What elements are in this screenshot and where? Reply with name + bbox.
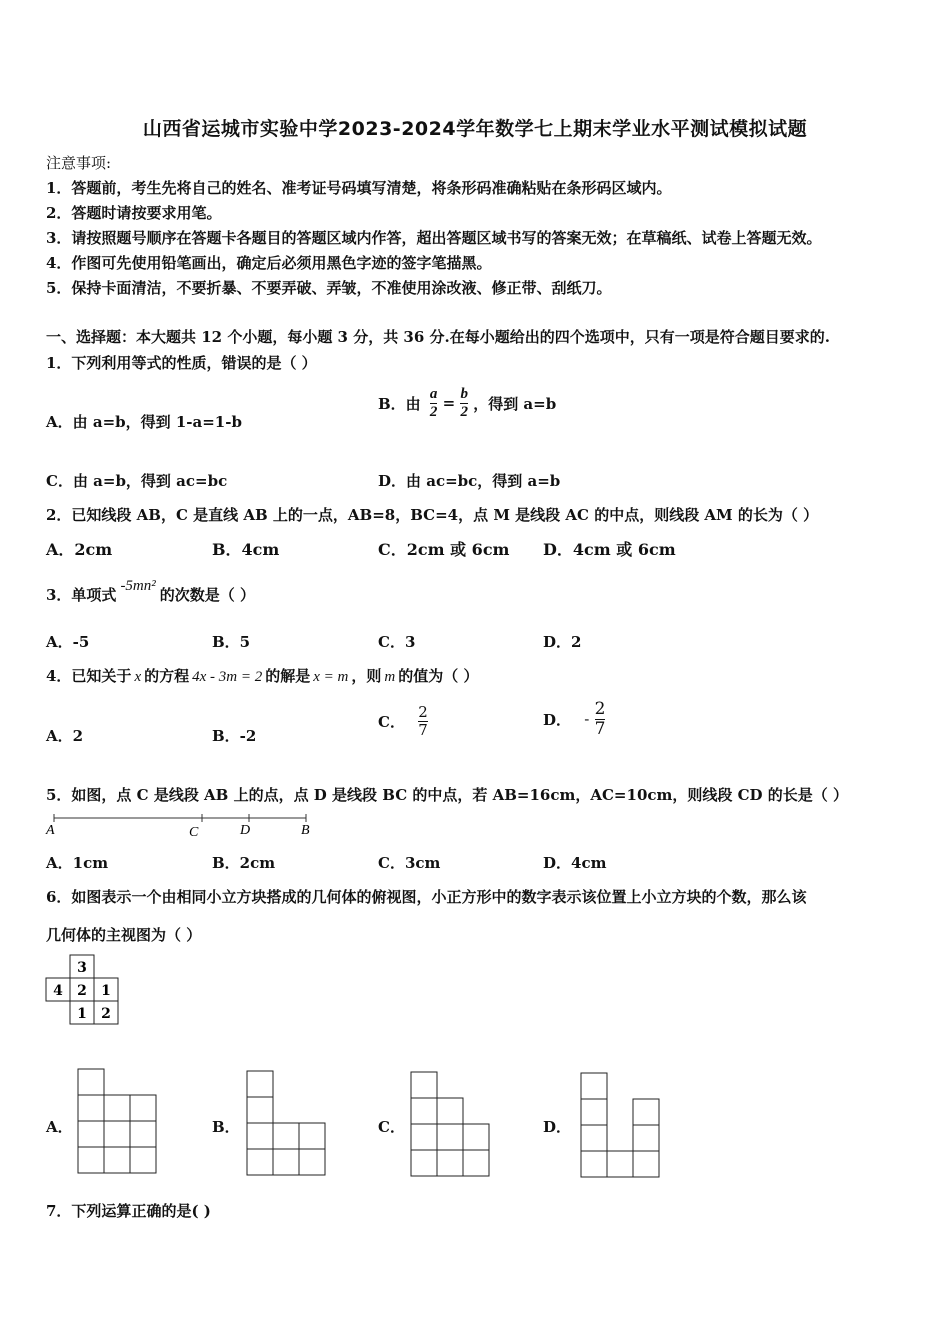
- q1-option-a: A．由 a=b，得到 1-a=1-b: [46, 413, 242, 431]
- q1-option-c: C．由 a=b，得到 ac=bc: [46, 472, 228, 490]
- grid-cell: 3: [77, 960, 87, 976]
- point-a-label: A: [46, 823, 55, 838]
- page-title: 山西省运城市实验中学2023-2024学年数学七上期末学业水平测试模拟试题: [142, 118, 808, 140]
- q4-stem: 4．已知关于 x 的方程 4x - 3m = 2 的解是 x = m ，则 m 的值为（ ）: [46, 667, 479, 685]
- q6-option-a-label: A．: [46, 1118, 73, 1136]
- q2-stem: 2．已知线段 AB，C 是直线 AB 上的一点，AB=8，BC=4，点 M 是线段 AC 的中点，则线段 AM 的长为（ ）: [46, 506, 819, 524]
- q7-stem: 7．下列运算正确的是( ): [46, 1202, 211, 1220]
- q5-option-a: A．1cm: [46, 854, 109, 872]
- q6-top-view-grid: [46, 954, 126, 1026]
- point-b-label: B: [301, 823, 310, 838]
- q2-option-a: A．2cm: [46, 540, 113, 559]
- grid-cell: 2: [77, 983, 87, 999]
- q1-option-b: B．由 $\frac{a}{2}$ = $\frac{b}{2}$ ，得到 a=b: [378, 386, 557, 420]
- q6-option-d-figure: [581, 1072, 663, 1180]
- grid-cell: 2: [101, 1006, 111, 1022]
- note-item: 1．答题前，考生先将自己的姓名、准考证号码填写清楚，将条形码准确粘贴在条形码区域内。: [46, 179, 672, 197]
- q2-option-d: D．4cm 或 6cm: [543, 540, 676, 559]
- q5-line-diagram: [44, 812, 324, 842]
- q5-stem: 5．如图，点 C 是线段 AB 上的点，点 D 是线段 BC 的中点，若 AB=16cm，AC=10cm，则线段 CD 的长是（ ）: [46, 786, 848, 804]
- notes-heading: 注意事项:: [46, 154, 112, 172]
- q5-option-c: C．3cm: [378, 854, 441, 872]
- note-item: 3．请按照题号顺序在答题卡各题目的答题区域内作答，超出答题区域书写的答案无效；在草稿纸、试卷上答题无效。: [46, 229, 822, 247]
- q1-stem: 1．下列利用等式的性质，错误的是（ ）: [46, 354, 317, 372]
- q6-option-d-label: D．: [543, 1118, 572, 1136]
- q3-option-c: C．3: [378, 633, 416, 651]
- q4-option-c: C． $\frac{2}{7}$: [378, 703, 428, 739]
- q5-option-d: D．4cm: [543, 854, 607, 872]
- q3-option-b: B．5: [212, 633, 251, 651]
- q4-option-d: D． - $\frac{2}{7}$: [543, 699, 606, 739]
- note-item: 2．答题时请按要求用笔。: [46, 204, 222, 222]
- q4-option-b: B．-2: [212, 727, 257, 745]
- q1-option-d: D．由 ac=bc，得到 a=b: [378, 472, 561, 490]
- q2-option-c: C．2cm 或 6cm: [378, 540, 510, 559]
- grid-cell: 4: [53, 983, 63, 999]
- q2-option-b: B．4cm: [212, 540, 280, 559]
- q3-option-a: A．-5: [46, 633, 90, 651]
- grid-cell: 1: [77, 1006, 87, 1022]
- point-d-label: D: [240, 823, 251, 838]
- q6-stem-line2: 几何体的主视图为（ ）: [46, 926, 202, 944]
- q6-stem-line1: 6．如图表示一个由相同小立方块搭成的几何体的俯视图，小正方形中的数字表示该位置上小立方块的个数，那么该: [46, 888, 807, 906]
- section-heading: 一、选择题：本大题共 12 个小题，每小题 3 分，共 36 分.在每小题给出的四个选项中，只有一项是符合题目要求的.: [46, 328, 830, 346]
- q6-option-b-label: B．: [212, 1118, 240, 1136]
- q6-option-b-figure: [247, 1070, 329, 1178]
- q3-option-d: D．2: [543, 633, 582, 651]
- q5-option-b: B．2cm: [212, 854, 276, 872]
- q6-option-c-label: C．: [378, 1118, 405, 1136]
- note-item: 5．保持卡面清洁，不要折暴、不要弄破、弄皱，不准使用涂改液、修正带、刮纸刀。: [46, 279, 612, 297]
- q6-option-a-figure: [78, 1068, 160, 1176]
- point-c-label: C: [189, 825, 199, 840]
- q3-stem: 3．单项式 -5mn² 的次数是（ ）: [46, 578, 255, 604]
- q6-option-c-figure: [411, 1071, 493, 1179]
- grid-cell: 1: [101, 983, 111, 999]
- q4-option-a: A．2: [46, 727, 84, 745]
- note-item: 4．作图可先使用铅笔画出，确定后必须用黑色字迹的签字笔描黑。: [46, 254, 492, 272]
